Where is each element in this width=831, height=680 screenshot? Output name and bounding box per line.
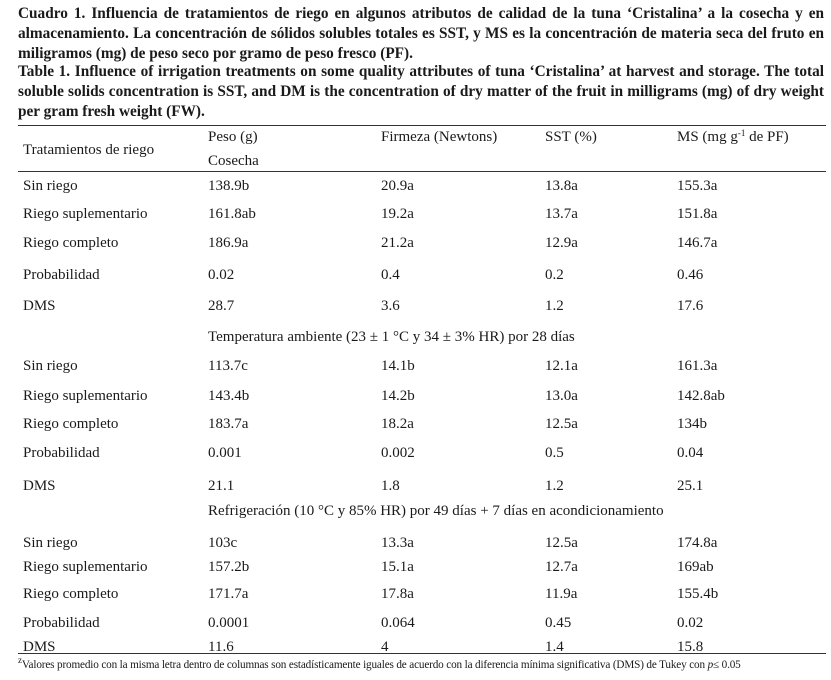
cell-sst: 0.5 [545, 445, 564, 461]
cell-firmeza: 0.064 [381, 615, 415, 631]
cell-sst: 1.2 [545, 478, 564, 494]
cell-ms: 0.46 [677, 267, 704, 283]
caption-es [18, 4, 824, 64]
cell-treatment: Riego suplementario [23, 559, 148, 575]
cell-peso: 183.7a [208, 416, 249, 432]
cell-sst: 13.8a [545, 178, 578, 194]
caption-en-label: Table 1. [18, 63, 71, 80]
cell-treatment: Riego completo [23, 586, 119, 602]
table-top-rule [18, 125, 826, 126]
table-header-rule [18, 171, 826, 172]
cell-firmeza: 17.8a [381, 586, 414, 602]
header-sst: SST (%) [545, 129, 597, 145]
cell-ms: 0.02 [677, 615, 704, 631]
cell-treatment: Probabilidad [23, 445, 100, 461]
cell-sst: 12.5a [545, 535, 578, 551]
footnote-p: p [707, 659, 714, 671]
cell-peso: 143.4b [208, 388, 250, 404]
cell-firmeza: 14.2b [381, 388, 415, 404]
cell-firmeza: 0.002 [381, 445, 415, 461]
header-treatments: Tratamientos de riego [23, 142, 155, 158]
cell-sst: 12.9a [545, 235, 578, 251]
cell-treatment: Probabilidad [23, 615, 100, 631]
section-title: Refrigeración (10 °C y 85% HR) por 49 días + 7 días en acondicionamiento [208, 503, 664, 519]
cell-peso: 186.9a [208, 235, 249, 251]
footnote-marker: z [18, 655, 22, 665]
cell-firmeza: 1.8 [381, 478, 400, 494]
cell-peso: 0.0001 [208, 615, 250, 631]
cell-firmeza: 21.2a [381, 235, 414, 251]
cell-ms: 134b [677, 416, 707, 432]
cell-firmeza: 20.9a [381, 178, 414, 194]
cell-treatment: Riego completo [23, 235, 119, 251]
cell-ms: 161.3a [677, 358, 718, 374]
cell-peso: 11.6 [208, 639, 234, 655]
footnote-text: Valores promedio con la misma letra dentro de columnas son estadísticamente iguales de acuerdo con la diferencia mínima significativa (DMS) de Tukey con [21, 659, 708, 671]
caption-es-label: Cuadro 1. [18, 5, 86, 22]
cell-treatment: DMS [23, 298, 56, 314]
cell-sst: 0.45 [545, 615, 572, 631]
header-ms-pre: MS (mg g [677, 129, 738, 145]
cell-peso: 157.2b [208, 559, 250, 575]
header-firmeza: Firmeza (Newtons) [381, 129, 498, 145]
header-ms-post: de PF) [745, 129, 789, 145]
cell-treatment: Probabilidad [23, 267, 100, 283]
cell-ms: 155.4b [677, 586, 719, 602]
cell-firmeza: 0.4 [381, 267, 400, 283]
cell-firmeza: 15.1a [381, 559, 414, 575]
cell-sst: 1.2 [545, 298, 564, 314]
cell-treatment: Sin riego [23, 358, 78, 374]
caption-en-text: Influence of irrigation treatments on some quality attributes of tuna ‘Cristalina’ at harvest and storage. The total soluble solids concentration is SST, and DM is the concentration of dry matter of the fruit in milligrams (mg) of dry weight per gram fresh weight (FW). [18, 63, 824, 120]
cell-peso: 171.7a [208, 586, 249, 602]
section-title: Cosecha [208, 153, 259, 169]
cell-ms: 15.8 [677, 639, 704, 655]
cell-ms: 146.7a [677, 235, 718, 251]
footnote-tail: ≤ 0.05 [713, 659, 741, 671]
cell-firmeza: 13.3a [381, 535, 414, 551]
cell-treatment: Sin riego [23, 178, 78, 194]
caption-en [18, 62, 824, 122]
cell-sst: 1.4 [545, 639, 564, 655]
cell-ms: 169ab [677, 559, 714, 575]
cell-sst: 13.0a [545, 388, 578, 404]
cell-peso: 138.9b [208, 178, 250, 194]
cell-peso: 0.02 [208, 267, 235, 283]
caption-es-text: Influencia de tratamientos de riego en algunos atributos de calidad de la tuna ‘Cristalina’ a la cosecha y en almacenamiento. La concentración de sólidos solubles totales es SST, y MS es la concentración de materia seca del fruto en miligramos (mg) de peso seco por gramo de peso fresco (PF). [18, 5, 825, 62]
cell-treatment: DMS [23, 478, 56, 494]
cell-peso: 28.7 [208, 298, 235, 314]
cell-peso: 103c [208, 535, 238, 551]
cell-ms: 142.8ab [677, 388, 725, 404]
cell-treatment: Sin riego [23, 535, 78, 551]
cell-firmeza: 3.6 [381, 298, 400, 314]
section-title: Temperatura ambiente (23 ± 1 °C y 34 ± 3% HR) por 28 días [208, 329, 575, 345]
cell-treatment: DMS [23, 639, 56, 655]
header-peso: Peso (g) [208, 129, 258, 145]
cell-firmeza: 14.1b [381, 358, 415, 374]
cell-ms: 25.1 [677, 478, 704, 494]
header-ms [677, 128, 789, 146]
cell-ms: 151.8a [677, 206, 718, 222]
cell-sst: 0.2 [545, 267, 564, 283]
cell-sst: 12.5a [545, 416, 578, 432]
cell-peso: 161.8ab [208, 206, 256, 222]
cell-firmeza: 19.2a [381, 206, 414, 222]
cell-ms: 0.04 [677, 445, 704, 461]
cell-peso: 0.001 [208, 445, 242, 461]
cell-treatment: Riego completo [23, 416, 119, 432]
cell-peso: 113.7c [208, 358, 248, 374]
table-bottom-rule [18, 653, 826, 654]
cell-sst: 12.7a [545, 559, 578, 575]
cell-ms: 174.8a [677, 535, 718, 551]
cell-firmeza: 4 [381, 639, 389, 655]
cell-sst: 13.7a [545, 206, 578, 222]
cell-treatment: Riego suplementario [23, 388, 148, 404]
cell-firmeza: 18.2a [381, 416, 414, 432]
cell-sst: 11.9a [545, 586, 578, 602]
cell-treatment: Riego suplementario [23, 206, 148, 222]
footnote [18, 655, 741, 672]
cell-sst: 12.1a [545, 358, 578, 374]
header-ms-sup: -1 [737, 128, 746, 138]
cell-ms: 17.6 [677, 298, 704, 314]
cell-ms: 155.3a [677, 178, 718, 194]
cell-peso: 21.1 [208, 478, 235, 494]
